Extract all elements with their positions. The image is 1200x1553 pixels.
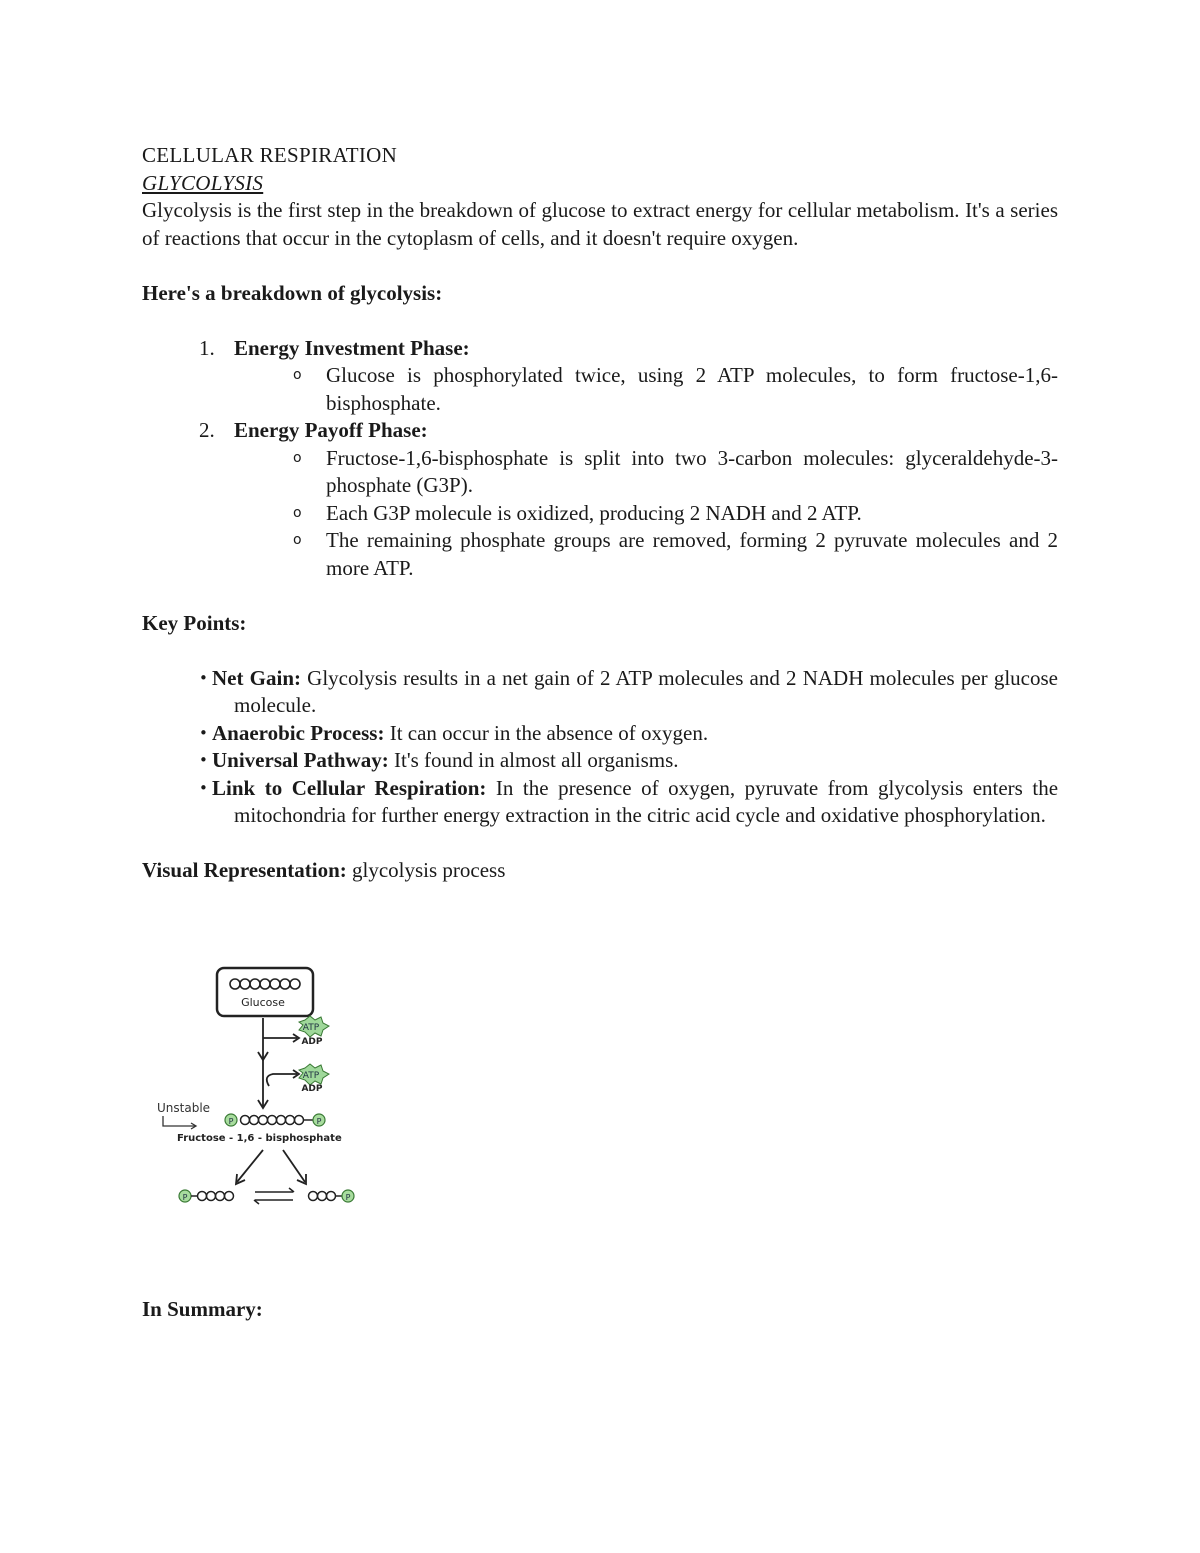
sub-bullet: o xyxy=(293,532,302,548)
phase-point-text: Fructose-1,6-bisphosphate is split into two 3-carbon molecules: glyceraldehyde-3-phosphate (G3P). xyxy=(326,445,1058,497)
phosphate-label: P xyxy=(182,1193,188,1202)
key-point-text: It's found in almost all organisms. xyxy=(394,748,679,772)
key-point-label: Net Gain: xyxy=(212,665,301,690)
unstable-arrow xyxy=(163,1116,195,1126)
phase-item xyxy=(142,417,1058,582)
list-number: 2. xyxy=(199,418,215,442)
visual-representation-line xyxy=(142,857,1058,885)
intro-paragraph: Glycolysis is the first step in the breakdown of glucose to extract energy for cellular metabolism. It's a series of reactions that occur in the cytoplasm of cells, and it doesn't require oxygen. xyxy=(142,198,1058,250)
adp-label: ADP xyxy=(301,1084,323,1094)
phase-point-text: Each G3P molecule is oxidized, producing 2 NADH and 2 ATP. xyxy=(326,500,862,525)
key-point-text: Glycolysis results in a net gain of 2 ATP molecules and 2 NADH molecules per glucose molecule. xyxy=(234,665,1058,717)
phase-title: Energy Payoff Phase: xyxy=(234,418,428,442)
fructose-label: Fructose - 1,6 - bisphosphate xyxy=(177,1133,342,1144)
glycolysis-diagram xyxy=(155,960,395,1212)
key-point-item xyxy=(142,720,1058,748)
bullet-dot: • xyxy=(199,723,208,742)
phase-item xyxy=(142,335,1058,418)
phosphate-label: P xyxy=(316,1117,322,1126)
phase-point-text: The remaining phosphate groups are removed, forming 2 pyruvate molecules and 2 more ATP. xyxy=(326,528,1058,580)
glucose-ring-chain xyxy=(230,979,300,989)
equilibrium-arrows xyxy=(255,1192,293,1200)
key-point-label: Universal Pathway: xyxy=(212,748,389,772)
fructose-ring-chain xyxy=(241,1116,304,1125)
key-point-text: It can occur in the absence of oxygen. xyxy=(389,720,709,745)
atp-label: ATP xyxy=(302,1071,320,1081)
document-body xyxy=(142,142,1058,885)
key-points-list xyxy=(142,665,1058,830)
sub-bullet: o xyxy=(293,367,302,383)
phase-point xyxy=(234,445,1058,500)
key-point-item xyxy=(142,747,1058,775)
phosphate-label: P xyxy=(345,1193,351,1202)
g3p-ring-chain xyxy=(198,1192,234,1201)
summary-heading: In Summary: xyxy=(142,1297,263,1321)
phase-point-text: Glucose is phosphorylated twice, using 2 ATP molecules, to form fructose-1,6-bisphosphate. xyxy=(326,363,1058,415)
key-point-text: In the presence of oxygen, pyruvate from glycolysis enters the mitochondria for further energy extraction in the citric acid cycle and oxidative phosphorylation. xyxy=(234,775,1059,827)
sub-bullet: o xyxy=(293,449,302,466)
visual-text: glycolysis process xyxy=(352,858,506,882)
phase-point xyxy=(234,362,1058,417)
unstable-label: Unstable xyxy=(157,1101,211,1115)
list-number: 1. xyxy=(199,335,215,360)
atp-label: ATP xyxy=(302,1023,320,1033)
key-point-item xyxy=(142,665,1058,720)
document-title: CELLULAR RESPIRATION xyxy=(142,143,398,167)
key-points-heading: Key Points: xyxy=(142,610,247,635)
glucose-label: Glucose xyxy=(241,996,285,1009)
split-arrow-left xyxy=(237,1150,263,1182)
dhap-ring-chain xyxy=(309,1192,336,1201)
key-point-label: Anaerobic Process: xyxy=(212,720,385,745)
visual-label: Visual Representation: xyxy=(142,858,347,882)
atp-arrow xyxy=(267,1074,297,1086)
section-subtitle: GLYCOLYSIS xyxy=(142,170,264,195)
adp-label: ADP xyxy=(301,1037,323,1047)
bullet-dot: • xyxy=(199,778,208,797)
phosphate-label: P xyxy=(228,1117,234,1126)
breakdown-heading: Here's a breakdown of glycolysis: xyxy=(142,280,443,305)
split-arrow-right xyxy=(283,1150,305,1182)
bullet-dot: • xyxy=(199,751,208,769)
bullet-dot: • xyxy=(199,668,208,687)
phase-point xyxy=(234,500,1058,528)
key-point-label: Link to Cellular Respiration: xyxy=(212,775,487,800)
phase-point xyxy=(234,527,1058,582)
key-point-item xyxy=(142,775,1058,830)
phase-title: Energy Investment Phase: xyxy=(234,335,470,360)
phase-list xyxy=(142,335,1058,583)
sub-bullet: o xyxy=(293,504,302,521)
